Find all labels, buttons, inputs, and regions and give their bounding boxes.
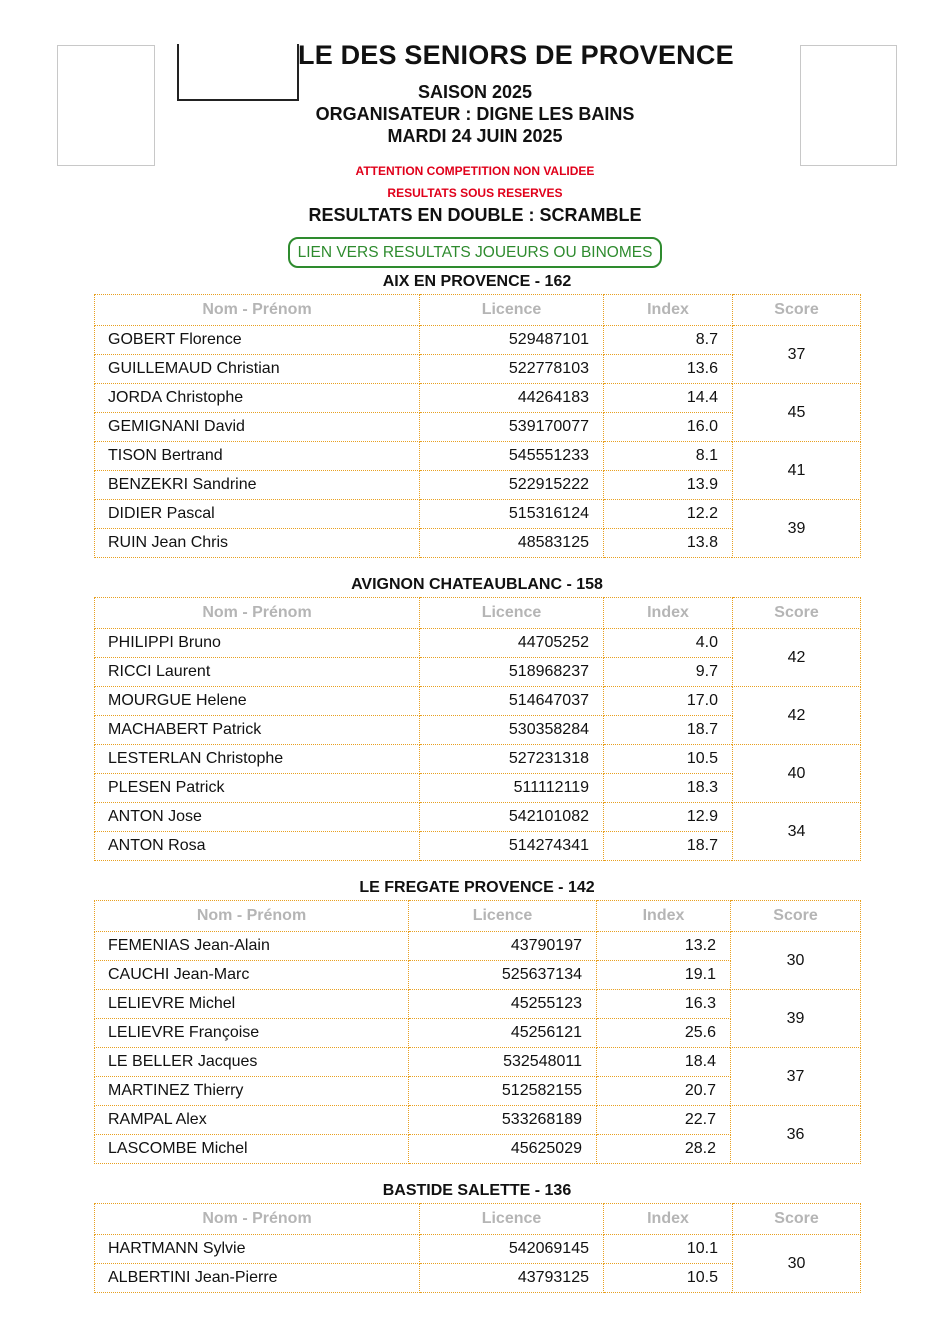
results-table bbox=[94, 294, 861, 558]
player-name: LASCOMBE Michel bbox=[95, 1135, 409, 1164]
pair-score: 40 bbox=[733, 745, 861, 803]
player-name: ALBERTINI Jean-Pierre bbox=[95, 1264, 420, 1293]
club-title: LE FREGATE PROVENCE - 142 bbox=[359, 879, 595, 896]
table-row bbox=[95, 1235, 861, 1264]
player-licence: 43790197 bbox=[409, 932, 597, 961]
player-name: LE BELLER Jacques bbox=[95, 1048, 409, 1077]
pair-score: 37 bbox=[731, 1048, 861, 1106]
player-name: FEMENIAS Jean-Alain bbox=[95, 932, 409, 961]
player-licence: 527231318 bbox=[420, 745, 604, 774]
player-licence: 515316124 bbox=[420, 500, 604, 529]
player-licence: 518968237 bbox=[420, 658, 604, 687]
column-header-score: Score bbox=[731, 901, 861, 932]
player-index: 10.5 bbox=[604, 1264, 733, 1293]
table-header-row bbox=[95, 1204, 861, 1235]
player-index: 10.1 bbox=[604, 1235, 733, 1264]
player-index: 13.8 bbox=[604, 529, 733, 558]
season-label: SAISON 2025 bbox=[417, 82, 533, 102]
player-licence: 539170077 bbox=[420, 413, 604, 442]
player-licence: 522915222 bbox=[420, 471, 604, 500]
player-name: HARTMANN Sylvie bbox=[95, 1235, 420, 1264]
table-header-row bbox=[95, 295, 861, 326]
player-name: ANTON Jose bbox=[95, 803, 420, 832]
player-licence: 542069145 bbox=[420, 1235, 604, 1264]
player-licence: 44264183 bbox=[420, 384, 604, 413]
player-licence: 529487101 bbox=[420, 326, 604, 355]
pair-score: 36 bbox=[731, 1106, 861, 1164]
player-index: 28.2 bbox=[597, 1135, 731, 1164]
player-licence: 43793125 bbox=[420, 1264, 604, 1293]
results-format-title: RESULTATS EN DOUBLE : SCRAMBLE bbox=[308, 205, 642, 225]
pair-score: 39 bbox=[733, 500, 861, 558]
pair-score: 42 bbox=[733, 629, 861, 687]
table-row bbox=[95, 932, 861, 961]
player-name: MOURGUE Helene bbox=[95, 687, 420, 716]
player-licence: 45625029 bbox=[409, 1135, 597, 1164]
table-row bbox=[95, 1048, 861, 1077]
pair-score: 41 bbox=[733, 442, 861, 500]
column-header-index: Index bbox=[604, 1204, 733, 1235]
pair-score: 45 bbox=[733, 384, 861, 442]
warning-reserves: RESULTATS SOUS RESERVES bbox=[387, 186, 563, 200]
pair-score: 30 bbox=[733, 1235, 861, 1293]
player-licence: 532548011 bbox=[409, 1048, 597, 1077]
results-link-button[interactable]: LIEN VERS RESULTATS JOUEURS OU BINOMES bbox=[288, 237, 662, 268]
player-name: RUIN Jean Chris bbox=[95, 529, 420, 558]
table-row bbox=[95, 384, 861, 413]
player-index: 18.4 bbox=[597, 1048, 731, 1077]
player-licence: 542101082 bbox=[420, 803, 604, 832]
column-header-score: Score bbox=[733, 295, 861, 326]
warning-not-validated: ATTENTION COMPETITION NON VALIDEE bbox=[355, 164, 595, 178]
pair-score: 30 bbox=[731, 932, 861, 990]
player-licence: 514274341 bbox=[420, 832, 604, 861]
results-table bbox=[94, 900, 861, 1164]
player-index: 12.9 bbox=[604, 803, 733, 832]
player-index: 22.7 bbox=[597, 1106, 731, 1135]
player-name: GOBERT Florence bbox=[95, 326, 420, 355]
player-licence: 514647037 bbox=[420, 687, 604, 716]
player-licence: 44705252 bbox=[420, 629, 604, 658]
player-index: 4.0 bbox=[604, 629, 733, 658]
player-name: JORDA Christophe bbox=[95, 384, 420, 413]
player-name: DIDIER Pascal bbox=[95, 500, 420, 529]
table-row bbox=[95, 500, 861, 529]
player-index: 20.7 bbox=[597, 1077, 731, 1106]
pair-score: 39 bbox=[731, 990, 861, 1048]
results-table bbox=[94, 1203, 861, 1293]
date-label: MARDI 24 JUIN 2025 bbox=[387, 126, 563, 146]
player-name: ANTON Rosa bbox=[95, 832, 420, 861]
column-header-index: Index bbox=[604, 598, 733, 629]
player-index: 18.3 bbox=[604, 774, 733, 803]
player-licence: 533268189 bbox=[409, 1106, 597, 1135]
player-index: 19.1 bbox=[597, 961, 731, 990]
player-name: PHILIPPI Bruno bbox=[95, 629, 420, 658]
player-name: TISON Bertrand bbox=[95, 442, 420, 471]
column-header-name: Nom - Prénom bbox=[95, 1204, 420, 1235]
player-name: GEMIGNANI David bbox=[95, 413, 420, 442]
column-header-name: Nom - Prénom bbox=[95, 901, 409, 932]
player-index: 13.9 bbox=[604, 471, 733, 500]
table-row bbox=[95, 442, 861, 471]
organizer-label: ORGANISATEUR : DIGNE LES BAINS bbox=[315, 104, 635, 124]
column-header-score: Score bbox=[733, 1204, 861, 1235]
club-title: AVIGNON CHATEAUBLANC - 158 bbox=[351, 576, 603, 593]
player-index: 25.6 bbox=[597, 1019, 731, 1048]
table-header-row bbox=[95, 901, 861, 932]
player-name: LESTERLAN Christophe bbox=[95, 745, 420, 774]
player-index: 18.7 bbox=[604, 716, 733, 745]
player-index: 13.6 bbox=[604, 355, 733, 384]
player-name: BENZEKRI Sandrine bbox=[95, 471, 420, 500]
table-row bbox=[95, 990, 861, 1019]
player-index: 8.7 bbox=[604, 326, 733, 355]
column-header-name: Nom - Prénom bbox=[95, 295, 420, 326]
player-index: 18.7 bbox=[604, 832, 733, 861]
column-header-licence: Licence bbox=[420, 295, 604, 326]
column-header-licence: Licence bbox=[420, 1204, 604, 1235]
club-title: BASTIDE SALETTE - 136 bbox=[382, 1182, 572, 1199]
player-index: 16.0 bbox=[604, 413, 733, 442]
page-title: LE DES SENIORS DE PROVENCE bbox=[298, 40, 734, 70]
player-licence: 511112119 bbox=[420, 774, 604, 803]
pair-score: 42 bbox=[733, 687, 861, 745]
table-row bbox=[95, 1106, 861, 1135]
player-index: 17.0 bbox=[604, 687, 733, 716]
player-name: LELIEVRE Françoise bbox=[95, 1019, 409, 1048]
column-header-licence: Licence bbox=[409, 901, 597, 932]
player-licence: 530358284 bbox=[420, 716, 604, 745]
player-index: 12.2 bbox=[604, 500, 733, 529]
player-name: MARTINEZ Thierry bbox=[95, 1077, 409, 1106]
player-licence: 525637134 bbox=[409, 961, 597, 990]
club-title: AIX EN PROVENCE - 162 bbox=[382, 273, 572, 290]
column-header-licence: Licence bbox=[420, 598, 604, 629]
column-header-score: Score bbox=[733, 598, 861, 629]
player-index: 10.5 bbox=[604, 745, 733, 774]
player-index: 9.7 bbox=[604, 658, 733, 687]
table-row bbox=[95, 326, 861, 355]
player-name: RAMPAL Alex bbox=[95, 1106, 409, 1135]
column-header-index: Index bbox=[604, 295, 733, 326]
player-name: PLESEN Patrick bbox=[95, 774, 420, 803]
player-name: GUILLEMAUD Christian bbox=[95, 355, 420, 384]
player-licence: 45255123 bbox=[409, 990, 597, 1019]
player-index: 13.2 bbox=[597, 932, 731, 961]
player-name: RICCI Laurent bbox=[95, 658, 420, 687]
player-licence: 522778103 bbox=[420, 355, 604, 384]
player-index: 8.1 bbox=[604, 442, 733, 471]
player-index: 16.3 bbox=[597, 990, 731, 1019]
player-name: LELIEVRE Michel bbox=[95, 990, 409, 1019]
player-index: 14.4 bbox=[604, 384, 733, 413]
pair-score: 37 bbox=[733, 326, 861, 384]
table-row bbox=[95, 687, 861, 716]
column-header-name: Nom - Prénom bbox=[95, 598, 420, 629]
player-licence: 45256121 bbox=[409, 1019, 597, 1048]
pair-score: 34 bbox=[733, 803, 861, 861]
table-header-row bbox=[95, 598, 861, 629]
player-name: MACHABERT Patrick bbox=[95, 716, 420, 745]
player-licence: 545551233 bbox=[420, 442, 604, 471]
player-licence: 48583125 bbox=[420, 529, 604, 558]
table-row bbox=[95, 803, 861, 832]
player-name: CAUCHI Jean-Marc bbox=[95, 961, 409, 990]
table-row bbox=[95, 745, 861, 774]
results-table bbox=[94, 597, 861, 861]
table-row bbox=[95, 629, 861, 658]
player-licence: 512582155 bbox=[409, 1077, 597, 1106]
column-header-index: Index bbox=[597, 901, 731, 932]
